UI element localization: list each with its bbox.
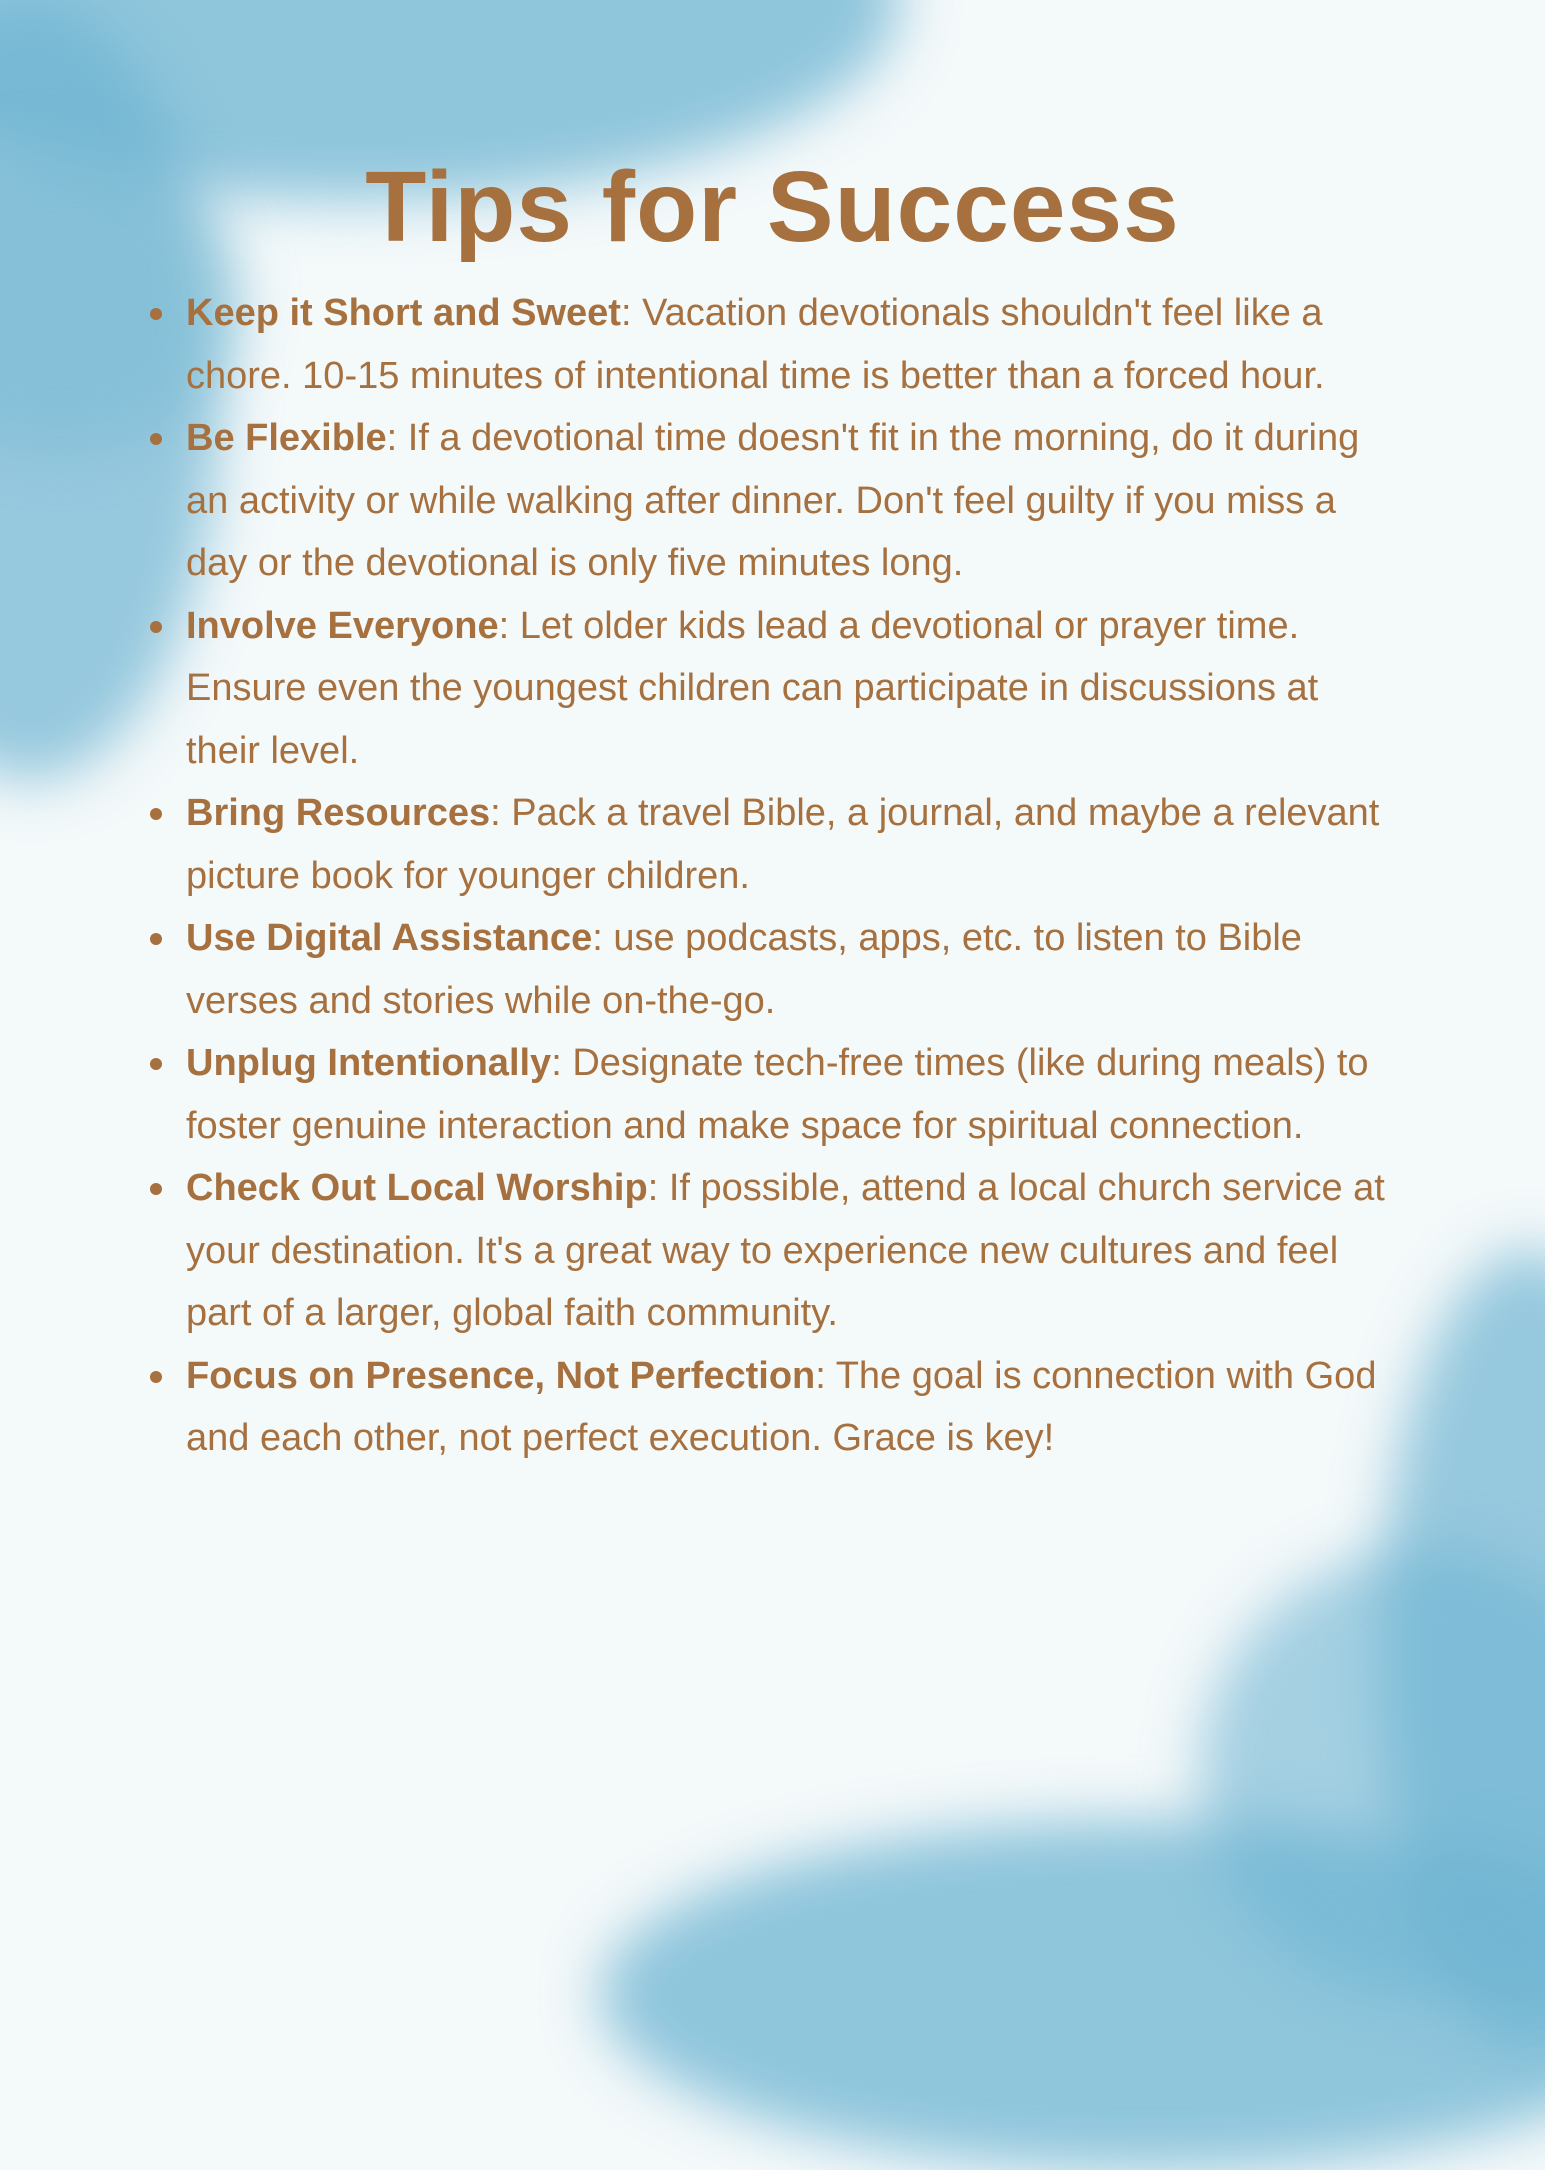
tip-text: : Vacation devotionals shouldn't feel like a chore. 10-15 minutes of intentional time is better than a forced hour. (186, 292, 1325, 397)
tip-heading: Focus on Presence, Not Perfection (186, 1354, 816, 1397)
list-item (150, 1157, 1400, 1345)
tip-heading: Check Out Local Worship (186, 1167, 648, 1209)
tip-text: : The goal is connection with God and each other, not perfect execution. Grace is key! (186, 1354, 1377, 1459)
bullet-icon (150, 1058, 162, 1070)
bullet-icon (150, 308, 162, 320)
tip-heading: Use Digital Assistance (186, 917, 593, 959)
tip-text: : If possible, attend a local church service at your destination. It's a great way to experience new cultures and feel part of a larger, global faith community. (186, 1167, 1385, 1334)
tip-text: : use podcasts, apps, etc. to listen to Bible verses and stories while on-the-go. (186, 917, 1302, 1022)
list-item (150, 1345, 1400, 1470)
tip-text: : If a devotional time doesn't fit in the morning, do it during an activity or while walking after dinner. Don't feel guilty if you miss a day or the devotional is only five minutes long. (186, 417, 1360, 584)
bullet-icon (150, 1371, 162, 1383)
tip-text: : Designate tech-free times (like during meals) to foster genuine interaction and make space for spiritual connection. (186, 1042, 1369, 1147)
tip-text: : Pack a travel Bible, a journal, and maybe a relevant picture book for younger children. (186, 792, 1380, 897)
list-item (150, 407, 1400, 595)
tip-heading: Unplug Intentionally (186, 1042, 552, 1084)
tip-text: : Let older kids lead a devotional or prayer time. Ensure even the youngest children can participate in discussions at their level. (186, 604, 1319, 772)
tips-list (150, 282, 1400, 1470)
list-item (150, 595, 1400, 783)
bullet-icon (150, 1183, 162, 1195)
list-item (150, 282, 1400, 407)
tip-heading: Be Flexible (186, 417, 387, 459)
list-item (150, 782, 1400, 907)
tip-heading: Involve Everyone (186, 604, 499, 647)
bullet-icon (150, 433, 162, 445)
list-item (150, 907, 1400, 1032)
list-item (150, 1032, 1400, 1157)
page-title: Tips for Success (365, 151, 1180, 263)
bullet-icon (150, 808, 162, 820)
tip-heading: Keep it Short and Sweet (186, 292, 621, 334)
tip-heading: Bring Resources (186, 792, 491, 834)
bullet-icon (150, 933, 162, 945)
bullet-icon (150, 621, 162, 633)
